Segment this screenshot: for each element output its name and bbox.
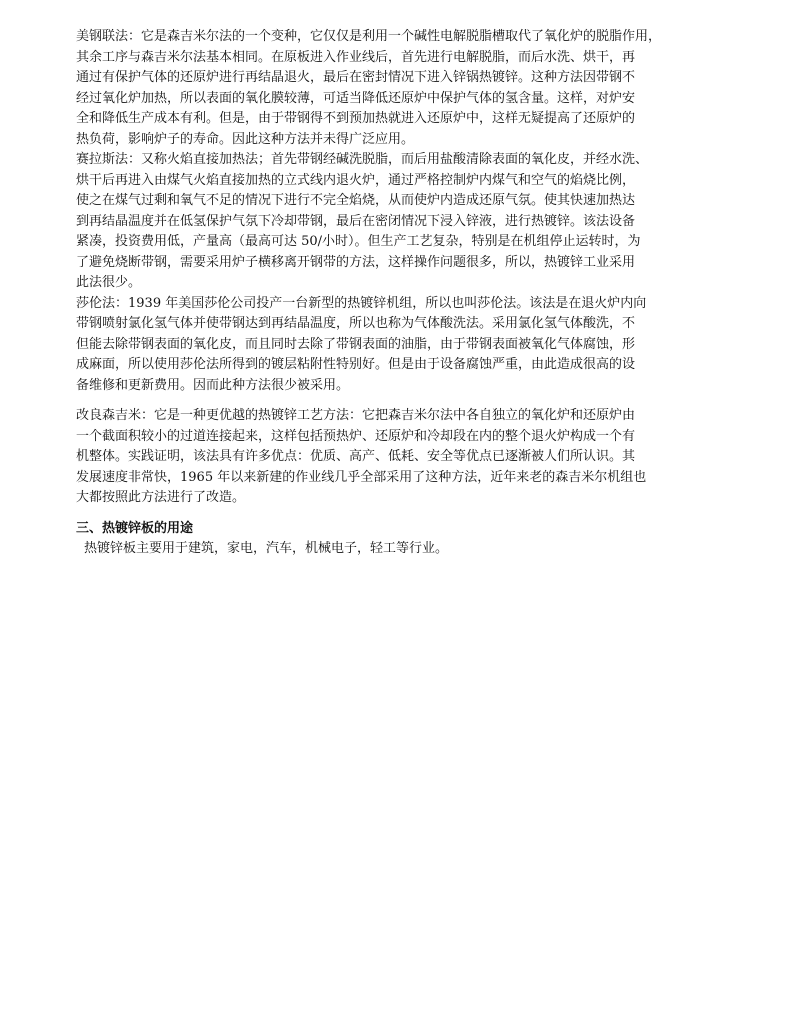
text-line: 紧凑，投资费用低，产量高（最高可达 50/小时）。但生产工艺复杂，特别是在机组停止运转时，为 [76, 234, 641, 249]
text-line: 美钢联法：它是森吉米尔法的一个变种，它仅仅是利用一个碱性电解脱脂槽取代了氧化炉的脱脂作用， [76, 29, 662, 44]
text-line: 到再结晶温度并在低氢保护气氛下冷却带钢，最后在密闭情况下浸入锌液，进行热镀锌。该法设备 [76, 214, 636, 229]
text-line: 大都按照此方法进行了改造。 [76, 490, 246, 505]
text-line: 带钢喷射氯化氢气体并使带钢达到再结晶温度，所以也称为气体酸洗法。采用氯化氢气体酸洗，不 [76, 316, 636, 331]
text-line: 发展速度非常快，1965 年以来新建的作业线几乎全部采用了这种方法，近年来老的森吉米尔机组也 [76, 470, 647, 485]
text-line: 莎伦法：1939 年美国莎伦公司投产一台新型的热镀锌机组，所以也叫莎伦法。该法是在退火炉内向 [76, 296, 647, 311]
text-line: 改良森吉米：它是一种更优越的热镀锌工艺方法：它把森吉米尔法中各自独立的氧化炉和还原炉由 [76, 408, 636, 423]
text-line: 其余工序与森吉米尔法基本相同。在原板进入作业线后，首先进行电解脱脂，而后水洗、烘干，再 [76, 50, 636, 65]
text-line: 此法很少。 [76, 275, 142, 290]
text-line: 了避免烧断带钢，需要采用炉子横移离开钢带的方法，这样操作问题很多，所以，热镀锌工业采用 [76, 255, 636, 270]
text-line: 全和降低生产成本有利。但是，由于带钢得不到预加热就进入还原炉中，这样无疑提高了还原炉的 [76, 111, 636, 126]
section-heading: 三、热镀锌板的用途 [76, 521, 194, 536]
section-body-text: 热镀锌板主要用于建筑，家电，汽车，机械电子，轻工等行业。 [84, 541, 449, 556]
text-line: 但能去除带钢表面的氧化皮，而且同时去除了带钢表面的油脂，由于带钢表面被氧化气体腐蚀，形 [76, 337, 636, 352]
text-line: 一个截面积较小的过道连接起来，这样包括预热炉、还原炉和冷却段在内的整个退火炉构成一个有 [76, 429, 636, 444]
text-line: 使之在煤气过剩和氧气不足的情况下进行不完全焰烧，从而使炉内造成还原气氛。使其快速加热达 [76, 193, 636, 208]
text-line: 通过有保护气体的还原炉进行再结晶退火，最后在密封情况下进入锌锅热镀锌。这种方法因带钢不 [76, 70, 636, 85]
text-line: 热负荷，影响炉子的寿命。因此这种方法并未得广泛应用。 [76, 132, 415, 147]
text-line: 烘干后再进入由煤气火焰直接加热的立式线内退火炉，通过严格控制炉内煤气和空气的焰烧比例， [76, 173, 636, 188]
text-line: 机整体。实践证明，该法具有许多优点：优质、高产、低耗、安全等优点已逐渐被人们所认识。其 [76, 449, 636, 464]
text-line: 赛拉斯法：又称火焰直接加热法；首先带钢经碱洗脱脂，而后用盐酸清除表面的氧化皮，并经水洗、 [76, 152, 649, 167]
text-line: 成麻面，所以使用莎伦法所得到的镀层粘附性特别好。但是由于设备腐蚀严重，由此造成很高的设 [76, 357, 636, 372]
text-line: 经过氧化炉加热，所以表面的氧化膜较薄，可适当降低还原炉中保护气体的氢含量。这样，对炉安 [76, 91, 636, 106]
text-line: 备维修和更新费用。因而此种方法很少被采用。 [76, 378, 350, 393]
